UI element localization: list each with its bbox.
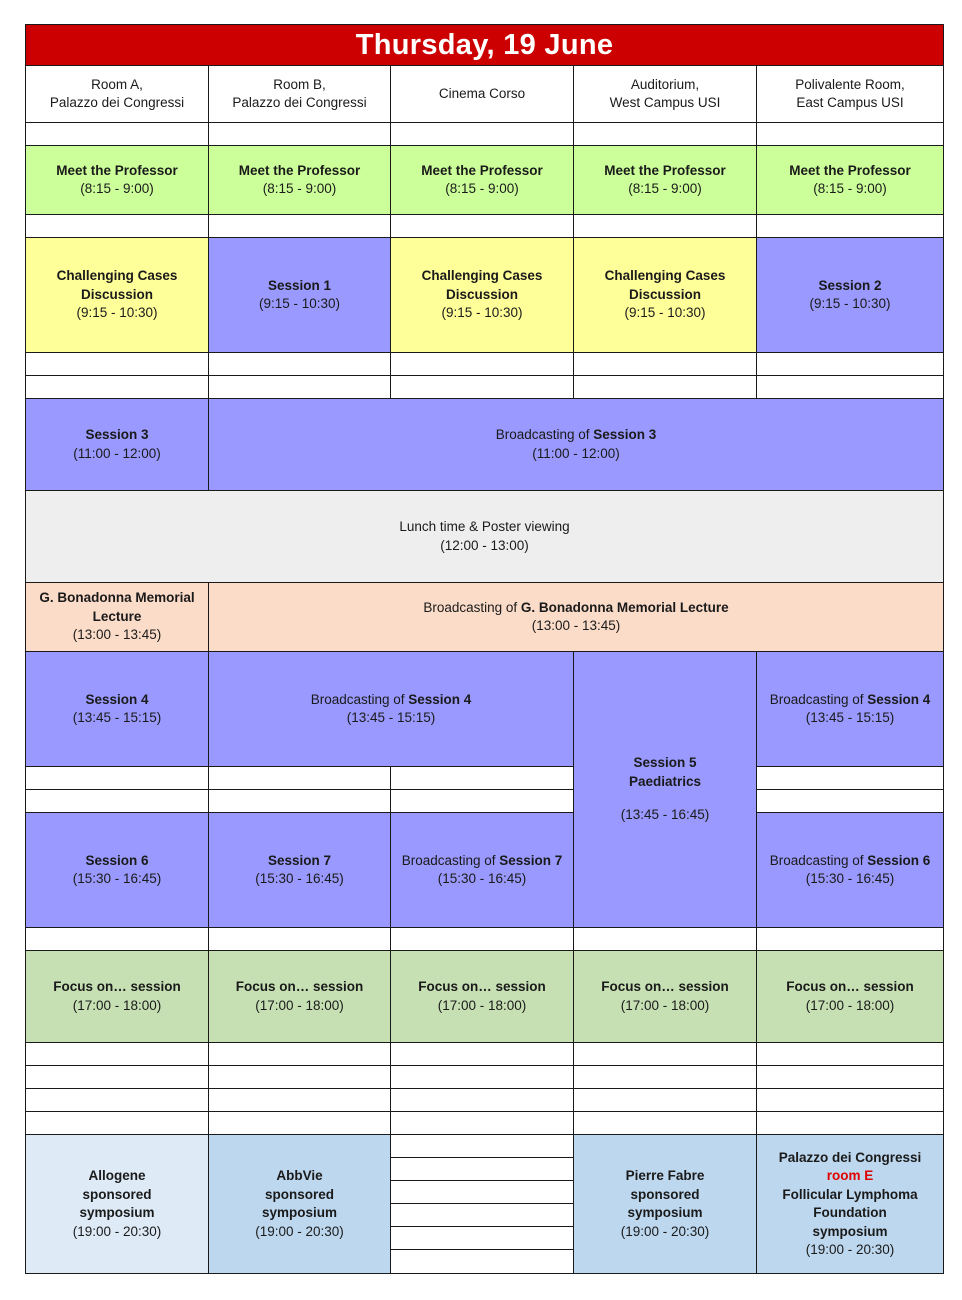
spacer-cell bbox=[25, 1065, 209, 1089]
spacer-cell bbox=[25, 789, 209, 813]
spacer-cell bbox=[573, 352, 757, 376]
spacer-cell bbox=[208, 766, 391, 790]
spacer-cell bbox=[756, 375, 944, 399]
spacer-cell bbox=[573, 1111, 757, 1135]
abbvie-sponsored-symposium: AbbVie sponsored symposium (19:00 - 20:30) bbox=[208, 1134, 391, 1274]
lunch-poster-viewing: Lunch time & Poster viewing (12:00 - 13:00) bbox=[25, 490, 944, 583]
spacer-cell bbox=[390, 1203, 574, 1227]
broadcasting-session-4-polivalente: Broadcasting of Session 4 (13:45 - 15:15) bbox=[756, 651, 944, 767]
spacer-cell bbox=[208, 1042, 391, 1066]
spacer-cell bbox=[25, 352, 209, 376]
meet-professor-cinema: Meet the Professor (8:15 - 9:00) bbox=[390, 145, 574, 215]
spacer-cell bbox=[756, 789, 944, 813]
spacer-cell bbox=[25, 1088, 209, 1112]
spacer-cell bbox=[756, 122, 944, 146]
challenging-cases-cinema: Challenging Cases Discussion (9:15 - 10:30) bbox=[390, 237, 574, 353]
spacer-cell bbox=[390, 214, 574, 238]
focus-session-auditorium: Focus on… session (17:00 - 18:00) bbox=[573, 950, 757, 1043]
spacer-cell bbox=[208, 1065, 391, 1089]
spacer-cell bbox=[756, 1088, 944, 1112]
spacer-cell bbox=[208, 352, 391, 376]
focus-session-polivalente: Focus on… session (17:00 - 18:00) bbox=[756, 950, 944, 1043]
spacer-cell bbox=[390, 1065, 574, 1089]
spacer-cell bbox=[756, 1042, 944, 1066]
schedule-grid bbox=[25, 24, 944, 1274]
room-header-a: Room A, Palazzo dei Congressi bbox=[25, 65, 209, 123]
spacer-cell bbox=[573, 1088, 757, 1112]
meet-professor-room-b: Meet the Professor (8:15 - 9:00) bbox=[208, 145, 391, 215]
spacer-cell bbox=[573, 1065, 757, 1089]
spacer-cell bbox=[208, 927, 391, 951]
spacer-cell bbox=[25, 214, 209, 238]
session-7: Session 7 (15:30 - 16:45) bbox=[208, 812, 391, 928]
focus-session-room-b: Focus on… session (17:00 - 18:00) bbox=[208, 950, 391, 1043]
page-title: Thursday, 19 June bbox=[25, 24, 944, 66]
spacer-cell bbox=[208, 122, 391, 146]
spacer-cell bbox=[573, 375, 757, 399]
spacer-cell bbox=[25, 766, 209, 790]
spacer-cell bbox=[390, 122, 574, 146]
spacer-cell bbox=[390, 1111, 574, 1135]
spacer-cell bbox=[390, 1180, 574, 1204]
allogene-sponsored-symposium: Allogene sponsored symposium (19:00 - 20:30) bbox=[25, 1134, 209, 1274]
session-3: Session 3 (11:00 - 12:00) bbox=[25, 398, 209, 491]
focus-session-cinema: Focus on… session (17:00 - 18:00) bbox=[390, 950, 574, 1043]
spacer-cell bbox=[390, 789, 574, 813]
session-6: Session 6 (15:30 - 16:45) bbox=[25, 812, 209, 928]
spacer-cell bbox=[573, 1042, 757, 1066]
meet-professor-room-a: Meet the Professor (8:15 - 9:00) bbox=[25, 145, 209, 215]
spacer-cell bbox=[756, 214, 944, 238]
focus-session-room-a: Focus on… session (17:00 - 18:00) bbox=[25, 950, 209, 1043]
session-2: Session 2 (9:15 - 10:30) bbox=[756, 237, 944, 353]
meet-professor-polivalente: Meet the Professor (8:15 - 9:00) bbox=[756, 145, 944, 215]
spacer-cell bbox=[390, 1226, 574, 1250]
spacer-cell bbox=[390, 1134, 574, 1158]
spacer-cell bbox=[573, 927, 757, 951]
spacer-cell bbox=[756, 1111, 944, 1135]
spacer-cell bbox=[208, 214, 391, 238]
spacer-cell bbox=[390, 1042, 574, 1066]
spacer-cell bbox=[25, 927, 209, 951]
pierre-fabre-sponsored-symposium: Pierre Fabre sponsored symposium (19:00 - 20:30) bbox=[573, 1134, 757, 1274]
spacer-cell bbox=[390, 375, 574, 399]
spacer-cell bbox=[573, 122, 757, 146]
meet-professor-auditorium: Meet the Professor (8:15 - 9:00) bbox=[573, 145, 757, 215]
spacer-cell bbox=[390, 1157, 574, 1181]
broadcasting-session-6: Broadcasting of Session 6 (15:30 - 16:45) bbox=[756, 812, 944, 928]
bonadonna-memorial-lecture: G. Bonadonna Memorial Lecture (13:00 - 13:45) bbox=[25, 582, 209, 652]
spacer-cell bbox=[756, 766, 944, 790]
spacer-cell bbox=[390, 352, 574, 376]
room-header-b: Room B, Palazzo dei Congressi bbox=[208, 65, 391, 123]
spacer-cell bbox=[390, 766, 574, 790]
room-header-cinema: Cinema Corso bbox=[390, 65, 574, 123]
challenging-cases-auditorium: Challenging Cases Discussion (9:15 - 10:30) bbox=[573, 237, 757, 353]
spacer-cell bbox=[756, 927, 944, 951]
spacer-cell bbox=[390, 1088, 574, 1112]
spacer-cell bbox=[208, 789, 391, 813]
session-5-paediatrics: Session 5 Paediatrics (13:45 - 16:45) bbox=[573, 651, 757, 928]
spacer-cell bbox=[25, 375, 209, 399]
spacer-cell bbox=[390, 927, 574, 951]
broadcasting-bonadonna-lecture: Broadcasting of G. Bonadonna Memorial Lecture (13:00 - 13:45) bbox=[208, 582, 944, 652]
spacer-cell bbox=[756, 352, 944, 376]
spacer-cell bbox=[208, 1111, 391, 1135]
room-header-auditorium: Auditorium, West Campus USI bbox=[573, 65, 757, 123]
room-header-polivalente: Polivalente Room, East Campus USI bbox=[756, 65, 944, 123]
spacer-cell bbox=[25, 1111, 209, 1135]
spacer-cell bbox=[390, 1249, 574, 1274]
spacer-cell bbox=[756, 1065, 944, 1089]
spacer-cell bbox=[25, 122, 209, 146]
follicular-lymphoma-foundation-symposium: Palazzo dei Congressi room E Follicular Lymphoma Foundation symposium (19:00 - 20:30) bbox=[756, 1134, 944, 1274]
challenging-cases-room-a: Challenging Cases Discussion (9:15 - 10:30) bbox=[25, 237, 209, 353]
broadcasting-session-7: Broadcasting of Session 7 (15:30 - 16:45) bbox=[390, 812, 574, 928]
session-1: Session 1 (9:15 - 10:30) bbox=[208, 237, 391, 353]
spacer-cell bbox=[25, 1042, 209, 1066]
broadcasting-session-3: Broadcasting of Session 3 (11:00 - 12:00) bbox=[208, 398, 944, 491]
spacer-cell bbox=[208, 1088, 391, 1112]
broadcasting-session-4-room-b-cinema: Broadcasting of Session 4 (13:45 - 15:15) bbox=[208, 651, 574, 767]
session-4: Session 4 (13:45 - 15:15) bbox=[25, 651, 209, 767]
spacer-cell bbox=[573, 214, 757, 238]
spacer-cell bbox=[208, 375, 391, 399]
